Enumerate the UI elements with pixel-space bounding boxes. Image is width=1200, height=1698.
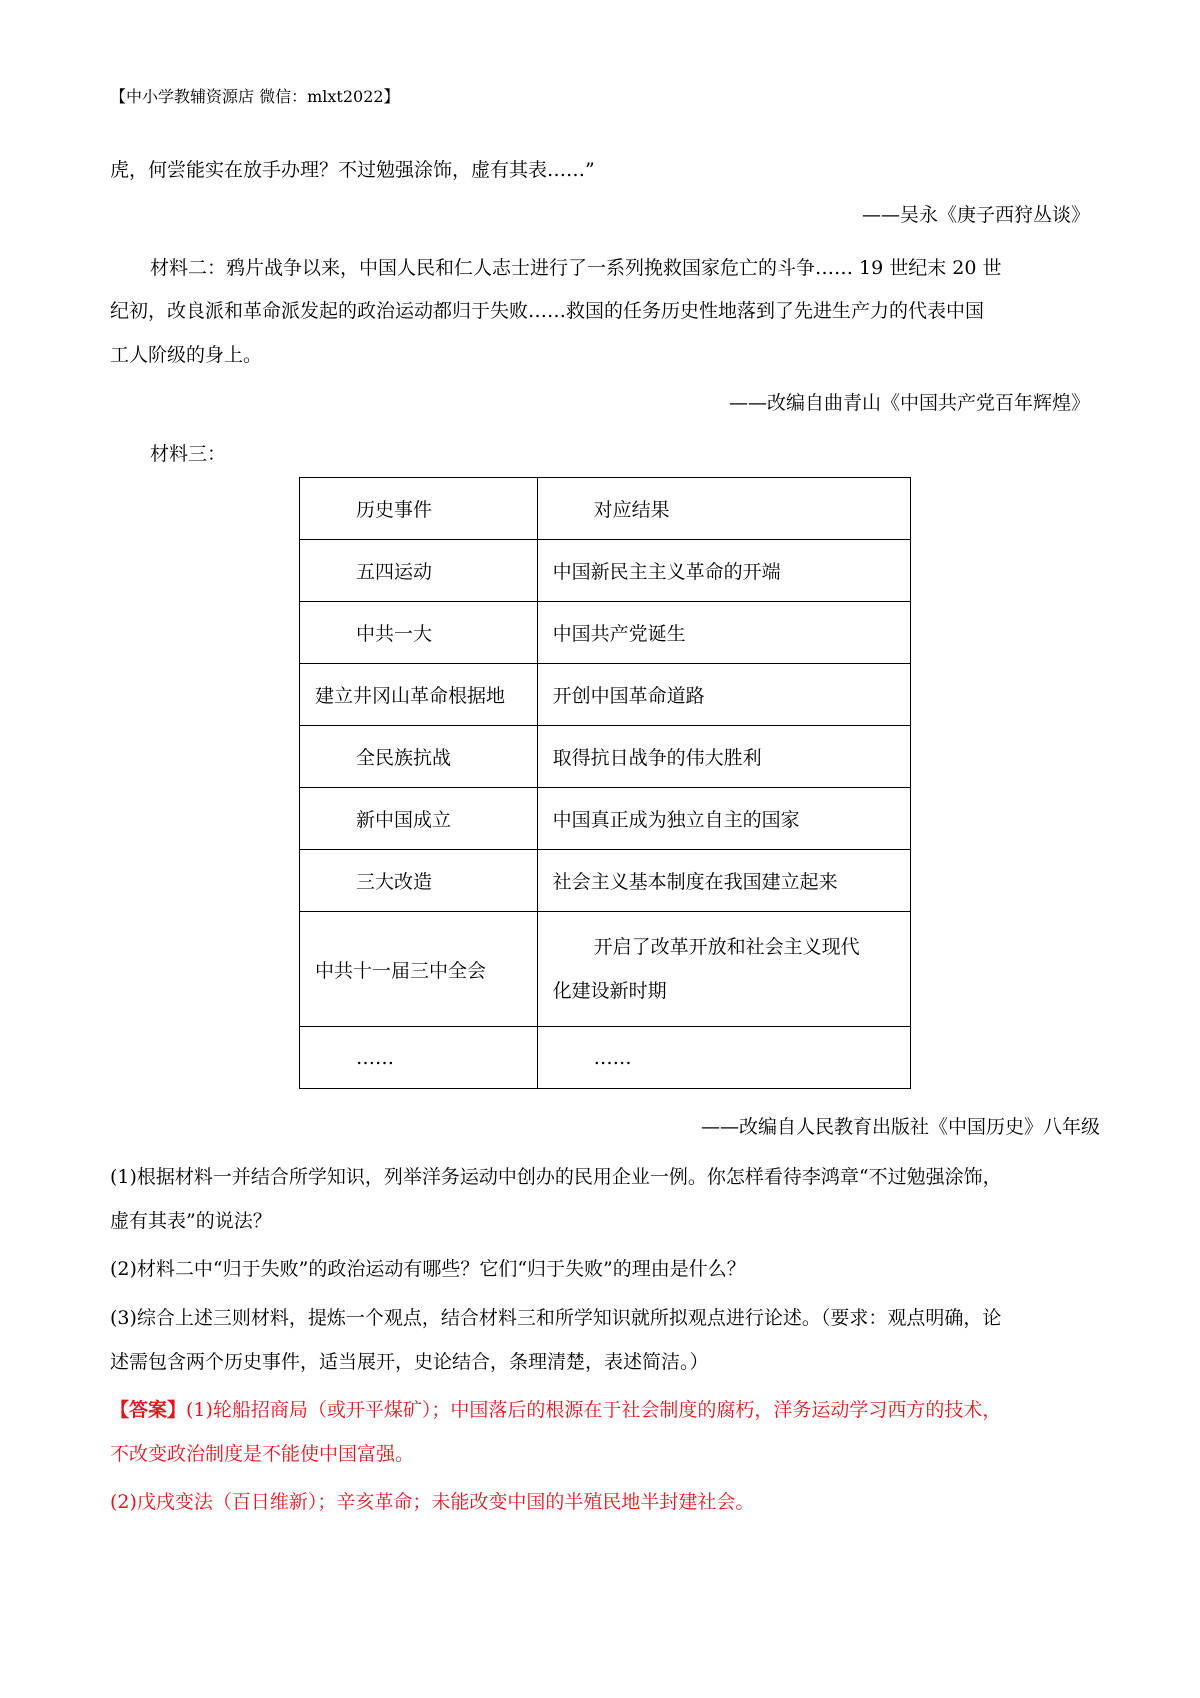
table-row <box>300 664 911 726</box>
question-1-line-1: (1)根据材料一并结合所学知识，列举洋务运动中创办的民用企业一例。你怎样看待李鸿章“不过勉强涂饰， <box>110 1166 1002 1188</box>
material1-tail: 虎，何尝能实在放手办理？不过勉强涂饰，虚有其表……” <box>110 159 595 181</box>
result-cell: …… <box>593 1046 632 1069</box>
result-cell <box>538 925 910 1013</box>
question-3-line-1: (3)综合上述三则材料，提炼一个观点，结合材料三和所学知识就所拟观点进行论述。（要求：观点明确，论 <box>110 1307 1002 1329</box>
history-events-table <box>299 477 911 1089</box>
table-row <box>300 788 911 850</box>
result-cell: 开创中国革命道路 <box>552 685 705 707</box>
question-1-line-2: 虚有其表”的说法？ <box>110 1210 272 1232</box>
answer-1-text: (1)轮船招商局（或开平煤矿）；中国落后的根源在于社会制度的腐朽，洋务运动学习西方的技术， <box>186 1399 1002 1421</box>
result-cell: 中国共产党诞生 <box>552 623 686 645</box>
answer-label: 【答案】 <box>110 1399 187 1421</box>
result-cell: 社会主义基本制度在我国建立起来 <box>552 871 838 893</box>
event-cell: 五四运动 <box>356 561 433 583</box>
result-line-2: 化建设新时期 <box>552 980 667 1002</box>
header-cell-result: 对应结果 <box>593 499 670 521</box>
result-cell: 中国新民主主义革命的开端 <box>552 561 781 583</box>
question-3-line-2: 述需包含两个历史事件，适当展开，史论结合，条理清楚，表述简洁。） <box>110 1351 709 1373</box>
table-row <box>300 540 911 602</box>
event-cell: 全民族抗战 <box>356 747 452 769</box>
event-cell: 三大改造 <box>356 871 433 893</box>
material3-label: 材料三： <box>150 443 227 465</box>
result-cell: 取得抗日战争的伟大胜利 <box>552 747 762 769</box>
table-header-row <box>300 478 911 540</box>
source-3: ——改编自人民教育出版社《中国历史》八年级 <box>700 1116 1100 1138</box>
event-cell: 中共一大 <box>356 623 433 645</box>
table-row <box>300 726 911 788</box>
answer-1-line-1 <box>110 1398 1001 1422</box>
result-cell: 中国真正成为独立自主的国家 <box>552 809 800 831</box>
material2-line-2: 纪初，改良派和革命派发起的政治运动都归于失败……救国的任务历史性地落到了先进生产力的代表中国 <box>110 300 985 322</box>
answer-2: (2)戊戌变法（百日维新）；辛亥革命；未能改变中国的半殖民地半封建社会。 <box>110 1491 755 1513</box>
source-1: ——吴永《庚子西狩丛谈》 <box>861 204 1090 226</box>
table-row <box>300 850 911 912</box>
page-header: 【中小学教辅资源店 微信：mlxt2022】 <box>110 87 400 106</box>
result-line-1: 开启了改革开放和社会主义现代 <box>593 936 860 958</box>
table-row <box>300 1027 911 1089</box>
header-cell-event: 历史事件 <box>356 499 433 521</box>
table-row <box>300 912 911 1027</box>
question-2: (2)材料二中“归于失败”的政治运动有哪些？它们“归于失败”的理由是什么？ <box>110 1258 746 1280</box>
event-cell: …… <box>356 1046 394 1069</box>
material2-line-3: 工人阶级的身上。 <box>110 344 263 366</box>
source-2: ——改编自曲青山《中国共产党百年辉煌》 <box>728 392 1090 414</box>
material2-line-1: 材料二：鸦片战争以来，中国人民和仁人志士进行了一系列挽救国家危亡的斗争…… 19 世纪末 20 世 <box>150 257 1002 279</box>
event-cell: 新中国成立 <box>356 809 452 831</box>
event-cell: 建立井冈山革命根据地 <box>315 685 506 707</box>
table-row <box>300 602 911 664</box>
answer-1-line-2: 不改变政治制度是不能使中国富强。 <box>110 1443 415 1465</box>
event-cell: 中共十一届三中全会 <box>315 959 487 982</box>
